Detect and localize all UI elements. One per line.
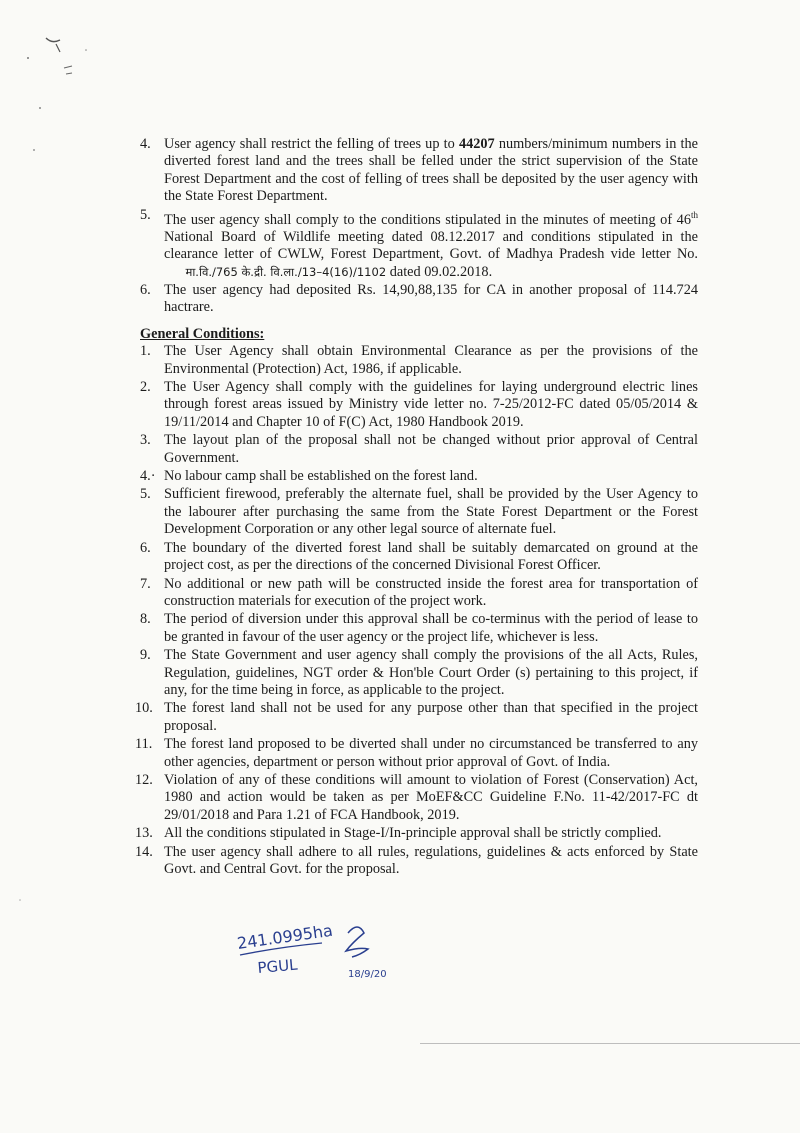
list-item xyxy=(140,136,698,206)
list-item xyxy=(140,468,698,485)
handwritten-signature xyxy=(230,915,390,990)
list-item xyxy=(135,736,698,771)
item-text: User agency shall restrict the felling of trees up to xyxy=(164,136,459,152)
item-number: 10. xyxy=(135,700,153,717)
item-text: The period of diversion under this approval shall be co-terminus with the period of lease to be granted in favour of the user agency or the project life, whichever is less. xyxy=(164,611,698,645)
list-item xyxy=(140,282,698,317)
general-conditions-heading: General Conditions: xyxy=(140,325,265,342)
item-number: 6. xyxy=(140,539,151,556)
list-item xyxy=(135,843,698,879)
list-item xyxy=(140,432,698,467)
item-text: The User Agency shall comply with the guidelines for laying underground electric lines through forest areas issued by Ministry vide letter no. 7-25/2012-FC dated 05/05/2014 & 19/11/2014 and Chapter 10 of F(C) Act, 1980 Handbook 2019. xyxy=(164,379,698,430)
list-item xyxy=(140,486,698,538)
item-number: 8. xyxy=(140,611,151,628)
item-number: 11. xyxy=(135,736,153,753)
handwritten-date: 18/9/20 xyxy=(348,969,387,980)
list-item xyxy=(140,647,698,699)
item-number: 14. xyxy=(135,843,153,860)
item-text: The User Agency shall obtain Environmental Clearance as per the provisions of the Environmental (Protection) Act, 1986, if applicable. xyxy=(164,343,698,377)
item-text: The forest land shall not be used for any purpose other than that specified in the project proposal. xyxy=(164,700,698,734)
item-number: 4.· xyxy=(140,468,156,485)
item-text: Violation of any of these conditions will amount to violation of Forest (Conservation) Act, 1980 and action would be taken as per MoEF&CC Guideline F.No. 11-42/2017-FC dt 29/01/2018 and Para 1.21 of FCA Handbook, 2019. xyxy=(164,771,698,823)
list-item xyxy=(140,379,698,431)
item-text: The layout plan of the proposal shall not be changed without prior approval of Central Government. xyxy=(164,432,698,466)
item-text: Sufficient firewood, preferably the alternate fuel, shall be provided by the User Agency to the labourer after purchasing the same from the State Forest Department or the Forest Development Corporation or any other legal source of alternate fuel. xyxy=(164,486,698,538)
list-item xyxy=(140,207,698,281)
handwritten-code: PGUL xyxy=(256,955,299,977)
item-text: The user agency shall comply to the conditions stipulated in the minutes of meeting of 46 xyxy=(164,211,691,228)
hindi-letter-number: मा.वि./765 के.द्री. वि.ला./13–4(16)/1102 xyxy=(185,264,387,279)
list-item xyxy=(140,343,698,378)
item-text: numbers/minimum numbers in the diverted forest land and the trees shall be felled under the strict supervision of the State Forest Department and the cost of felling of trees shall be deposited by the user agency with the State Forest Department. xyxy=(164,136,698,205)
general-conditions-list xyxy=(135,343,698,878)
item-number: 5. xyxy=(140,486,151,503)
item-number: 1. xyxy=(140,343,151,360)
specific-conditions-list xyxy=(140,136,698,317)
item-number: 4. xyxy=(140,136,151,152)
handwritten-area: 241.0995ha xyxy=(235,920,334,953)
item-number: 5. xyxy=(140,206,151,223)
list-item xyxy=(140,540,698,575)
list-item xyxy=(135,825,698,842)
conditions-text xyxy=(135,136,698,879)
list-item xyxy=(140,611,698,646)
item-text: The State Government and user agency shall comply the provisions of the all Acts, Rules, Regulation, guidelines, NGT order & Hon'ble Court Order (s) pertaining to this project, if any, for the time being in force, as applicable to the project. xyxy=(164,647,698,698)
item-number: 7. xyxy=(140,575,151,592)
item-text: All the conditions stipulated in Stage-I/In-principle approval shall be strictly complied. xyxy=(164,825,662,842)
item-number: 13. xyxy=(135,825,153,842)
list-item xyxy=(135,700,698,735)
item-text: The boundary of the diverted forest land shall be suitably demarcated on ground at the project cost, as per the directions of the concerned Divisional Forest Officer. xyxy=(164,539,698,574)
item-text: dated 09.02.2018. xyxy=(386,263,493,280)
item-number: 3. xyxy=(140,432,151,449)
item-text: The forest land proposed to be diverted shall under no circumstanced be transferred to any other agencies, department or person without prior approval of Govt. of India. xyxy=(164,736,698,770)
item-text: The user agency shall adhere to all rules, regulations, guidelines & acts enforced by State Govt. and Central Govt. for the proposal. xyxy=(164,843,698,878)
item-number: 9. xyxy=(140,647,151,664)
item-number: 12. xyxy=(135,771,153,788)
ordinal-suffix: th xyxy=(690,209,698,220)
item-text: The user agency had deposited Rs. 14,90,88,135 for CA in another proposal of 114.724 hactrare. xyxy=(164,282,698,316)
item-text: National Board of Wildlife meeting dated 08.12.2017 and conditions stipulated in the clearance letter of CWLW, Forest Department, Govt. of Madhya Pradesh vide letter No. xyxy=(164,228,698,263)
item-number: 2. xyxy=(140,379,151,396)
bottom-divider xyxy=(420,1043,800,1044)
item-text: No labour camp shall be established on the forest land. xyxy=(164,468,478,485)
tree-count: 44207 xyxy=(458,136,495,152)
item-number: 6. xyxy=(140,282,151,299)
list-item xyxy=(135,771,698,824)
list-item xyxy=(140,576,698,611)
item-text: No additional or new path will be constructed inside the forest area for transportation of construction materials for execution of the project work. xyxy=(164,575,698,609)
